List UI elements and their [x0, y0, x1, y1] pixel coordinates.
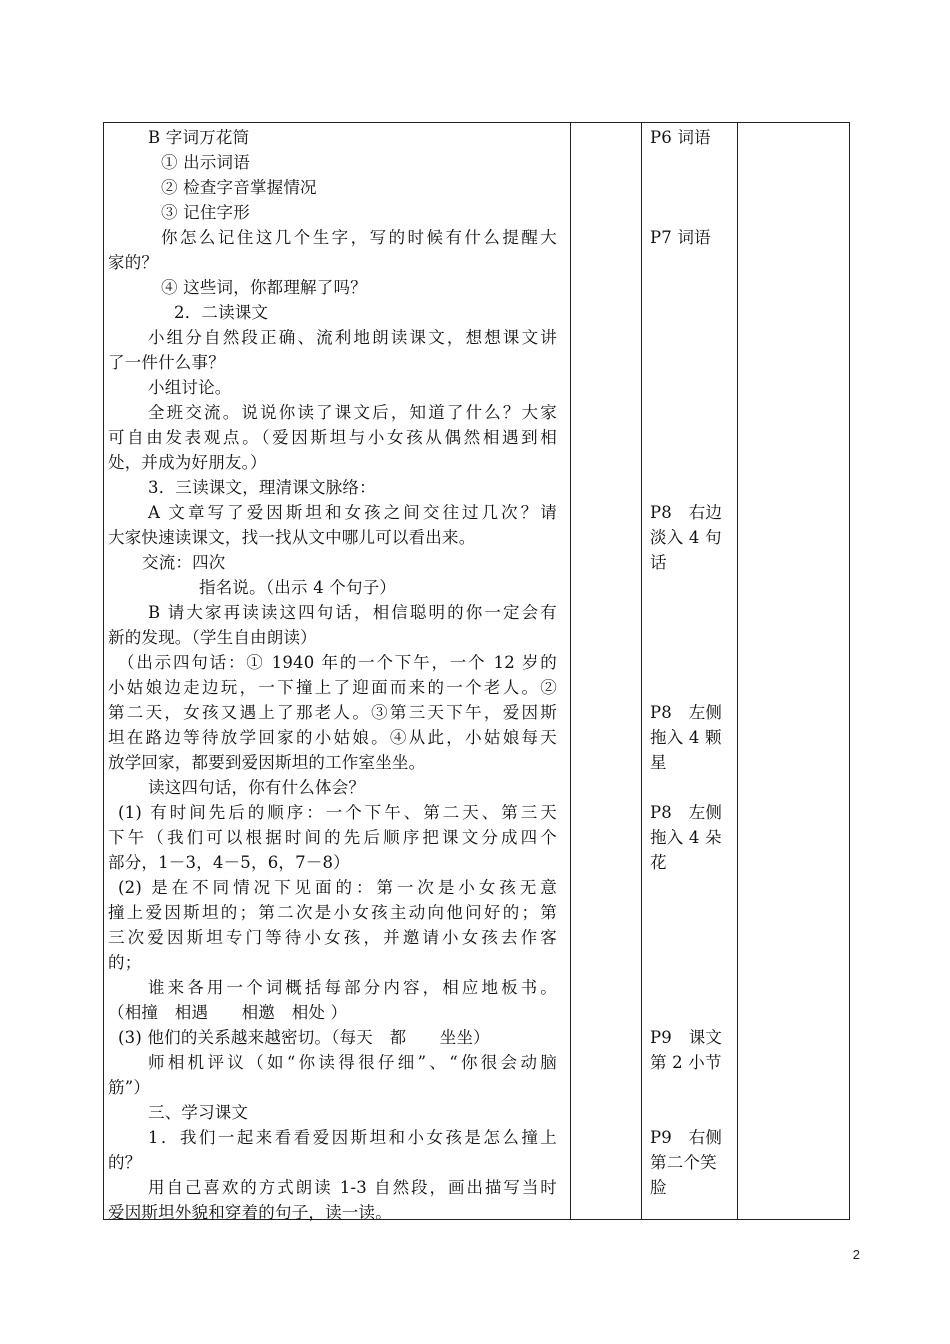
process-text-line: 师相机评议（如“你读得很仔细”、“你很会动脑 [148, 1053, 557, 1072]
process-text-line: (3) 他们的关系越来越密切。（每天 都 坐坐） [118, 1028, 490, 1047]
process-text-line: 部分，1－3，4－5，6，7－8） [108, 853, 350, 872]
process-text-line: 家的？ [108, 253, 159, 272]
process-text-line: (2) 是在不同情况下见面的：第一次是小女孩无意 [118, 878, 557, 897]
process-text-line: 你怎么记住这几个生字，写的时候有什么提醒大 [161, 228, 557, 247]
process-text-line: 下午（我们可以根据时间的先后顺序把课文分成四个 [108, 828, 557, 847]
slide-note-line: 星 [650, 753, 667, 772]
blank-column-cell [571, 123, 642, 1220]
process-text-line: 用自己喜欢的方式朗读 1-3 自然段，画出描写当时 [148, 1178, 557, 1197]
process-text-line: 小姑娘边走边玩，一下撞上了迎面而来的一个老人。② [108, 678, 557, 697]
teaching-process-cell [104, 123, 571, 1220]
process-text-line: ② 检查字音掌握情况 [161, 178, 317, 197]
process-text-line: 小组讨论。 [148, 378, 232, 397]
slide-note-line: 第二个笑 [650, 1153, 717, 1172]
slide-note-line: 拖入 4 朵 [650, 828, 722, 847]
slide-notes-cell [642, 123, 738, 1220]
process-text-line: （相撞 相遇 相邀 相处 ） [108, 1003, 348, 1022]
process-text-line: 指名说。（出示 4 个句子） [199, 578, 397, 597]
process-text-line: 的； [108, 953, 142, 972]
slide-note-line: P9 课文 [650, 1028, 723, 1047]
process-text-line: 三、学习课文 [148, 1103, 249, 1122]
process-text-line: A 文章写了爱因斯坦和女孩之间交往过几次？请 [148, 503, 557, 522]
process-text-line: 交流：四次 [142, 553, 226, 572]
process-text-line: 小组分自然段正确、流利地朗读课文，想想课文讲 [148, 328, 557, 347]
slide-note-line: P9 右侧 [650, 1128, 723, 1147]
remarks-cell [738, 123, 850, 1220]
process-text-line: B 请大家再读读这四句话，相信聪明的你一定会有 [148, 603, 557, 622]
slide-note-line: P8 右边 [650, 503, 723, 522]
slide-note-line: 淡入 4 句 [650, 528, 722, 547]
slide-note-line: 拖入 4 颗 [650, 728, 722, 747]
process-text-line: 全班交流。说说你读了课文后，知道了什么？大家 [148, 403, 557, 422]
slide-note-line: P8 左侧 [650, 803, 723, 822]
process-text-line: (1) 有时间先后的顺序：一个下午、第二天、第三天 [118, 803, 557, 822]
slide-note-line: P8 左侧 [650, 703, 723, 722]
process-text-line: 2．二读课文 [174, 303, 269, 322]
process-text-line: （出示四句话：① 1940 年的一个下午，一个 12 岁的 [118, 653, 557, 672]
process-text-line: 大家快速读课文，找一找从文中哪儿可以看出来。 [108, 528, 476, 547]
process-text-line: B 字词万花筒 [148, 128, 250, 147]
process-text-line: 读这四句话，你有什么体会？ [148, 778, 366, 797]
process-text-line: 1．我们一起来看看爱因斯坦和小女孩是怎么撞上 [148, 1128, 557, 1147]
page-number: 2 [852, 1247, 860, 1262]
process-text-line: 了一件什么事？ [108, 353, 225, 372]
lesson-plan-table [103, 122, 850, 1220]
process-text-line: 可自由发表观点。（爱因斯坦与小女孩从偶然相遇到相 [108, 428, 557, 447]
process-text-line: 放学回家，都要到爱因斯坦的工作室坐坐。 [108, 753, 426, 772]
process-text-line: 的？ [108, 1153, 142, 1172]
process-text-line: ① 出示词语 [161, 153, 250, 172]
process-text-line: ③ 记住字形 [161, 203, 250, 222]
slide-note-line: 花 [650, 853, 667, 872]
process-text-line: 第二天，女孩又遇上了那老人。③第三天下午，爱因斯 [108, 703, 557, 722]
process-text-line: 爱因斯坦外貌和穿着的句子，读一读。 [108, 1203, 392, 1222]
slide-note-line: 话 [650, 553, 667, 572]
process-text-line: 三次爱因斯坦专门等待小女孩，并邀请小女孩去作客 [108, 928, 557, 947]
process-text-line: 3．三读课文，理清课文脉络： [148, 478, 376, 497]
slide-note-line: 第 2 小节 [650, 1053, 722, 1072]
process-text-line: 新的发现。（学生自由朗读） [108, 628, 317, 647]
process-text-line: 谁来各用一个词概括每部分内容，相应地板书。 [148, 978, 557, 997]
process-text-line: 撞上爱因斯坦的；第二次是小女孩主动向他问好的；第 [108, 903, 557, 922]
slide-note-line: P6 词语 [650, 128, 711, 147]
process-text-line: 坦在路边等待放学回家的小姑娘。④从此，小姑娘每天 [108, 728, 557, 747]
process-text-line: 筋”） [108, 1078, 151, 1097]
slide-note-line: P7 词语 [650, 228, 711, 247]
process-text-line: ④ 这些词，你都理解了吗？ [161, 278, 367, 297]
process-text-line: 处，并成为好朋友。） [108, 453, 267, 472]
slide-note-line: 脸 [650, 1178, 667, 1197]
